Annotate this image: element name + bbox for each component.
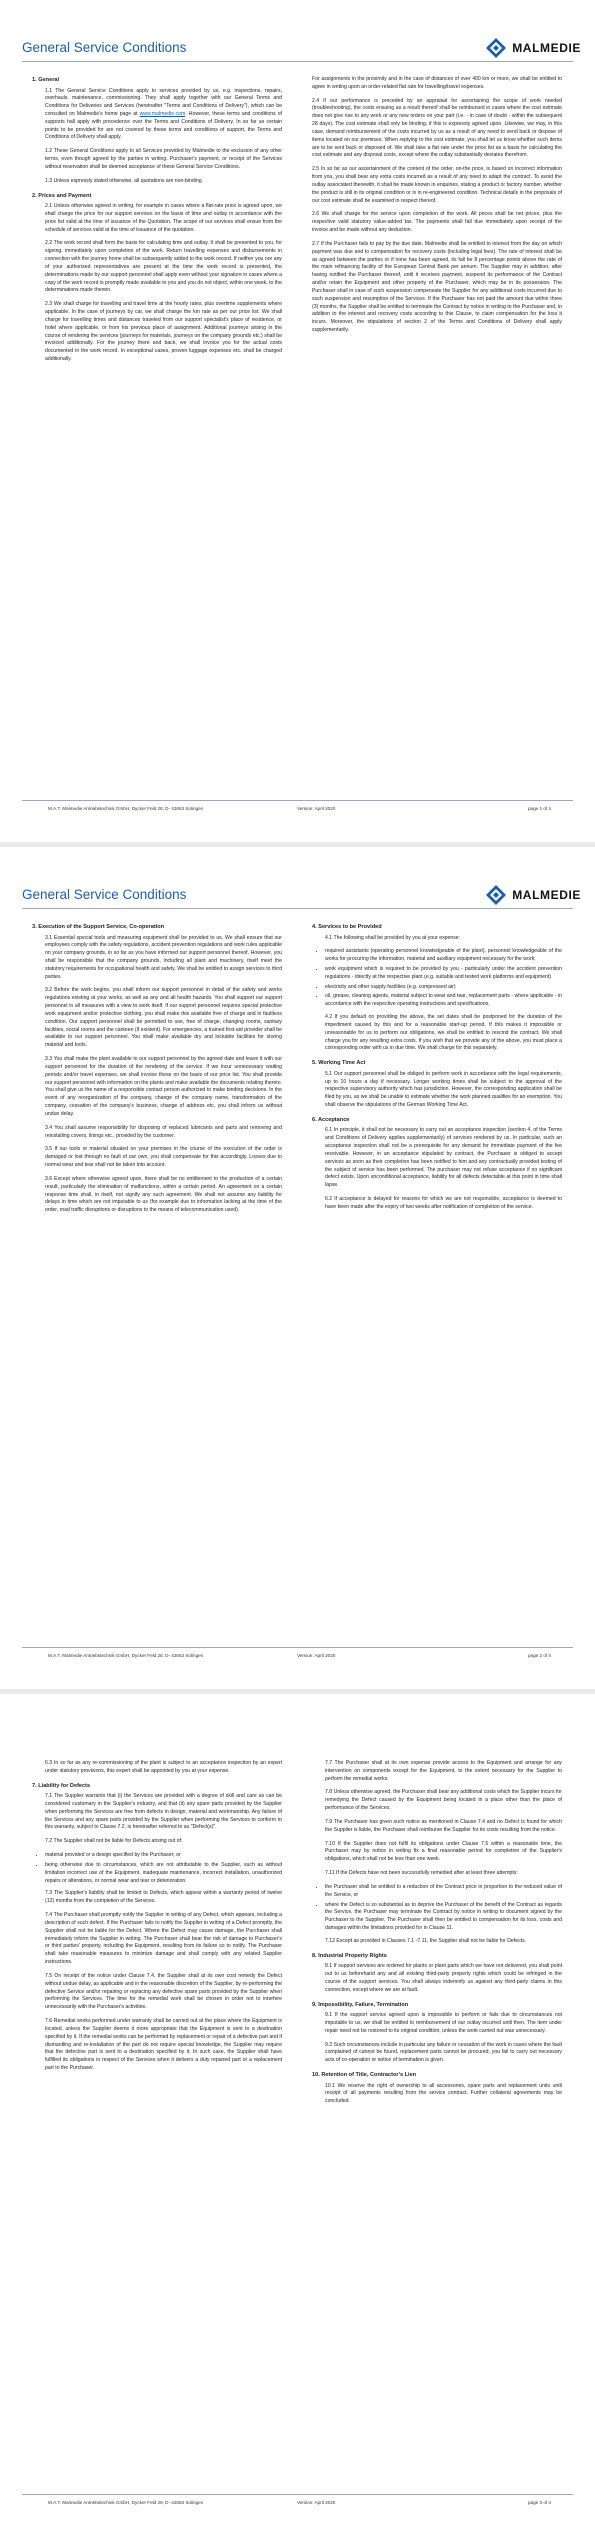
paragraph: 7.6 Remedial works performed under warranty shall be carried out at the place where the Equipment is located, unless the Supplier deems it more appropriate that the Equipment is sent to a destination specified by it. If the remedial works can be performed by replacement or repair of a defective part and if dismantling and re-installation of the part do not require special knowledge, the Supplier may require that the defective part is sent to a destination specified by it. In such case, the Supplier shall have fulfilled its obligations in respect of the Services when it delivers a duly repaired part or a replacement part to the Purchaser.	[45, 2018, 282, 2071]
malmedie-logo	[484, 883, 581, 907]
paragraph: 4.1 The following shall be provided by you at your expense:	[325, 934, 461, 941]
list-item: • where the Defect is so substantial as to deprive the Purchaser of the benefit of the Contract as regards the Service, the Purchaser may terminate the Contract by notice in writing to document signed by the Purchaser to the Supplier. The Purchaser shall then be entitled to compensation for its loss, costs and damages within the limitations provided for in Clause 11.	[325, 1902, 562, 1933]
paragraph: 6.3 In so far as any re-commissioning of the plant is subject to an acceptance inspection by an expert under statutory provisions, this expert shall be appointed by you at your expense.	[45, 1760, 282, 1774]
section-heading: 9. Impossibility, Failure, Termination	[312, 2001, 409, 2008]
section-heading: 2. Prices and Payment	[32, 192, 92, 199]
paragraph: 7.2 The Supplier shall not be liable for Defects arising out of:	[45, 1838, 183, 1845]
paragraph: 7.7 The Purchaser shall at its own expense provide access to the Equipment and arrange for any intervention on components except for the Equipment, to the extent necessary for the Supplier to perform the remedial works.	[325, 1760, 562, 1782]
paragraph: 7.3 The Supplier's liability shall be limited to Defects, which appear within a warranty period of twelve (12) months from the completion of the Services.	[45, 1890, 282, 1905]
paragraph: 3.2 Before the work begins, you shall inform our support personnel in detail of the safety and works regulations existing at your works, as well as any and all health hazards. You shall support our support personnel in all measures with a view to work itself. If our support personnel requires special protective work equipment and/or protective clothing, you shall make this available free of charge and in faultless condition. Our support personnel shall be permitted to use, free of charge, changing rooms, sanitary facilities, social rooms and the canteen (if existent). For emergencies, a trained first-aid provider shall be available to our support personnel. You shall make available dry and lockable facilities for storing material and tools.	[45, 987, 282, 1049]
paragraph: 2.1 Unless otherwise agreed in writing, for example in cases where a flat-rate price is agreed upon, we shall charge the price for our support services on the basis of time and outlay in accordance with the price list valid at the time of issuance of the Quotation. The scope of our services shall ensue from the schedule of services valid at the time of issuance of the quotation.	[45, 203, 282, 233]
list-item: • required assistants (operating personnel knowledgeable of the plant), personnel knowledgeable of the works for procuring the information, material and auxiliary equipment necessary for the work;	[325, 948, 562, 964]
logo-text: MALMEDIE	[512, 888, 581, 902]
paragraph: 6.2 If acceptance is delayed for reasons for which we are not responsible, acceptance is deemed to have been made after the expiry of two weeks after notification of completion of the service.	[325, 1196, 562, 1210]
section-heading: 6. Acceptance	[312, 1116, 350, 1123]
section-heading: 3. Execution of the Support Service, Co-operation	[32, 924, 165, 930]
footer-divider	[22, 1647, 573, 1648]
paragraph: 3.6 Except where otherwise agreed upon, there shall be no entitlement to the production of a certain result, particularly the elimination of malfunctions, within a certain period. An agreement on a certain response time shall, in itself, not signify any such agreement. We shall not assume any liability for delays in time which are not imputable to us (for example due to information lacking at the time of the order, road traffic disruptions or disruptions to the means of telecommunication used).	[45, 1175, 282, 1214]
page-title: General Service Conditions	[22, 40, 187, 55]
footer-version: Version: April 2020	[297, 1653, 336, 1658]
document-page-1	[0, 0, 595, 842]
list-item: • oil, grease, cleaning agents, material subject to wear and tear, replacement parts - where applicable - in accordance with the respective operating instructions and specifications.	[325, 993, 562, 1009]
paragraph: For assignments in the proximity and in the case of distances of over 400 km or more, we shall be entitled to agree in writing upon an order-related flat rate for travelling/travel expenses.	[312, 76, 562, 90]
document-page-3	[0, 1694, 595, 2536]
right-column	[312, 923, 562, 1218]
paragraph: 2.5 In so far as our ascertainment of the content of the order, on-the price, is based on incorrect information from you, you shall bear any extra costs incurred as a result of any need to adapt the contract. To avoid the outlay associated therewith, it shall be made known in enquiries, stating a product or factory number, whether the product is still in its original condition or is in re-engineered condition. Technical details in the proposals of our cost estimate shall be examined in respect thereof.	[312, 166, 562, 204]
footer-version: Version: April 2020	[297, 2500, 336, 2505]
paragraph: 2.2 The work record shall form the basis for calculating time and outlay. It shall be presented to you, for signing, immediately upon completion of the work. Return travelling expenses and disbursements in connection with the journey home shall be subsequently added to the work record. If neither you nor any of your authorized representatives are present at the time the work record is presented, the determinations made by our support personnel shall apply even without your signature in cases where a copy of the work record is promptly made available to you and you do not object, within one week, to the determinations made therein.	[45, 240, 282, 294]
paragraph: 10.1 We reserve the right of ownership to all accessories, spare parts and replacement units until receipt of all payments resulting from the service contract. Further collateral agreements may be concluded.	[325, 2082, 562, 2105]
list-item: • electricity and other supply facilities (e.g. compressed air)	[325, 984, 562, 992]
section-heading: 5. Working Time Act	[312, 1060, 366, 1067]
right-column	[312, 1760, 562, 2112]
bullet-list	[32, 1852, 282, 1885]
paragraph: 7.10 If the Supplier does not fulfil its obligations under Clause 7.5 within a reasonable time, the Purchaser may by notice in writing fix a final reasonable period for completion of the Supplier's obligations, which shall not be less than one week.	[325, 1840, 562, 1863]
section-heading: 1. General	[32, 77, 60, 83]
paragraph: 3.1 Essential special tools and measuring equipment shall be provided to us. We shall ensure that our employees comply with the safety regulations, accident prevention regulations and work rules applicable on your company grounds, in so far as you have informed our support personnel thereof. However, you shall be responsible that the company grounds, including all plant and machinery, itself meet the statutory requirements for occupational health and safety. We shall be entitled to assign services to third parties.	[45, 934, 282, 980]
header-divider	[22, 61, 573, 62]
malmedie-logo-icon	[484, 36, 508, 60]
paragraph: 2.3 We shall charge for travelling and travel time at the hourly rates, plus overtime supplements where applicable. In the case of journeys by car, we shall charge the km rate as per our price list. We shall charge for travelling times and distances traveled from our support specialist's place of residence, or hotel where applicable, or from his previous place of assignment. Additional journeys arising in the course of rendering the services (journeys for materials, journeys on the company grounds etc.) shall be invoiced additionally. For the journey there and back, we shall invoice you for the actual costs documented in the work record. In exceptional cases, proven luggage expenses etc. shall be charged additionally.	[45, 301, 282, 363]
right-column	[312, 76, 562, 341]
left-column	[32, 1760, 282, 2079]
footer-page-number: page 3 of 4	[528, 2500, 551, 2505]
list-item: • the Purchaser shall be entitled to a reduction of the Contract price in proportion to the reduced value of the Service, or	[325, 1884, 562, 1900]
paragraph: 7.11 If the Defects have not been successfully remedied after at least three attempts:	[325, 1870, 518, 1877]
header-divider	[22, 908, 573, 909]
paragraph: 2.7 If the Purchaser fails to pay by the due date, Malmedie shall be entitled to interest from the day on which payment was due and to compensation for recovery costs (including legal fees). The rate of interest shall be as agreed between the parties or if none has been agreed, its fall be 8 percentage points above the rate of the main refinancing facility of the European Central Bank per annum. The Supplier may in addition, after having notified the Purchaser thereof, until it receives payment, suspend its performance of the Contract and/or retain the Equipment and other property of the Purchaser, which may be in its possession. The Purchaser shall in case of such suspension compensate the Supplier for any additional costs incurred due to such suspension and resumption of the Services. If the Purchaser has not paid the amount due within three (3) months, the Supplier shall be entitled to terminate the Contract by notice in writing to the Purchaser and, in addition to the interest and recovery costs according to this Clause, to claim compensation for the loss it incurs. Moreover, the stipulations of section 2 of the Terms and Conditions of Delivery shall apply supplementarily.	[312, 240, 562, 334]
paragraph-text: . However, these terms and conditions of supports hall apply with precedence over the Terms and Conditions of Delivery. In so far as certain points to be provided for are not covered by these terms and conditions of support, the Terms and Conditions of Delivery shall apply.	[45, 110, 282, 141]
section-heading: 7. Liability for Defects	[32, 1782, 91, 1789]
left-column	[32, 923, 282, 1221]
paragraph: 9.1 If the support service agreed upon is impossible to perform or fails due to circumstances not imputable to us, we shall be entitled to reimbursement of our outlay incurred until then. The item under repair need not be restored to its original condition, unless the work carried out was unnecessary.	[325, 2012, 562, 2034]
footer-divider	[22, 800, 573, 801]
paragraph: 1.3 Unless expressly stated otherwise, all quotations are non-binding.	[45, 177, 204, 184]
paragraph: 3.3 You shall make the plant available to our support personnel by the agreed date and leave it with our support personnel for the duration of the rendering of the service. If we incur unnecessary waiting periods and/or travel expenses, we shall invoice these on the basis of our price list. You shall provide our support personnel with information on the plants and make available the documents relating thereto. You shall give us the name of a responsible contact person authorized to make binding decisions. In the event of any reorganization of the company, change of the company name, transformation of the company, cessation of the company's business, change of address etc, you shall inform us without undue delay.	[45, 1056, 282, 1117]
footer-address: M.A.T. Malmedie Antriebstechnik GmbH, Dycker Feld 28, D- 42653 Solingen	[48, 806, 204, 811]
paragraph: 7.5 On receipt of the notice under Clause 7.4, the Supplier shall at its own cost remedy the Defect without undue delay, as applicable and in the reasonable discretion of the Supplier, by re-performing the defective Service and/or repairing or replacing any defective spare parts provided by the Supplier when performing the Services. The time for the remedial work shall be chosen in order not to interfere unnecessarily with the Purchaser's activities.	[45, 1972, 282, 2011]
section-heading: 8. Industrial Property Rights	[312, 1952, 387, 1959]
paragraph: 3.5 If our tools or material situated on your premises in the course of the execution of the order is damaged or lost through no fault of our own, you shall compensate for this accordingly. Losses due to normal wear and tear shall not be taken into account.	[45, 1146, 282, 1169]
footer-address: M.A.T. Malmedie Antriebstechnik GmbH, Dycker Feld 28, D- 42653 Solingen	[48, 1653, 204, 1658]
list-item: • material provided or a design specified by the Purchaser; or	[45, 1852, 282, 1860]
paragraph: 5.1 Our support personnel shall be obliged to perform work in accordance with the legal requirements, up to 10 hours a day if necessary. Longer working times shall be subject to the approval of the respective supervisory authority which has jurisdiction. However, the corresponding application shall be filed by you, as we shall be unable to estimate whether the work planned qualifies for an exemption. You shall observe the stipulations of the German Working Time Act.	[325, 1070, 562, 1109]
paragraph: 2.4 If our performance is preceded by an appraisal for ascertaining the scope of work needed (troubleshooting), the costs ensuing as a result thereof shall be reimbursed in cases where the cost estimate does not give rise to any work or any new orders on your part (i.e. - in case of doubt - within the subsequent 28 days). The cost estimate shall only be binding, if this is expressly agreed upon. Likewise, we may, in this case, demand reimbursement of the costs incurred by us as a result of any need to send back or dispose of items located on our premises. When replying to the cost estimate, you shall let us know whether such items are to be sent back or disposed of. We shall take a flat rate under the price list as a basis for calculating the cost estimate and any disposal costs, except where the outlay substantially deviates therefrom.	[312, 97, 562, 159]
footer-page-number: page 1 of 4	[528, 806, 551, 811]
logo-text: MALMEDIE	[512, 41, 581, 55]
document-page-2	[0, 847, 595, 1689]
malmedie-logo	[484, 36, 581, 60]
paragraph: 4.2 If you default on providing the above, the set dates shall be postponed for the duration of the impediment caused by this and for a reasonable start-up period. If this makes it impossible or unreasonable for us to perform our obligations, we shall be entitled to rescind the contract. We shall charge you for any resulting extra costs. If you wish that we provide any of the above, you must place a corresponding order with us in due time. We shall charge for this separately.	[325, 1014, 562, 1052]
paragraph: 7.8 Unless otherwise agreed, the Purchaser shall bear any additional costs which the Supplier incurs for remedying the Defect caused by the Equipment being located in a place other than the place of performance of the Services.	[325, 1789, 562, 1812]
malmedie-logo-icon	[484, 883, 508, 907]
list-item: • being otherwise due to circumstances, which are not attributable to the Supplier, such as without limitation incorrect use of the Equipment, inadequate maintenance, incorrect installation, unauthorized repairs or alterations, or normal wear and tear or deterioration.	[45, 1862, 282, 1885]
list-item: • work equipment which is required to be provided by you - particularly under the accident prevention regulations - directly at the respective plant (e.g. suitable and tested work platforms and equipment)	[325, 966, 562, 982]
bullet-list	[312, 948, 562, 1009]
paragraph: 2.6 We shall charge for the service upon completion of the work. All prices shall be net prices, plus the respective valid statutory value-added tax. The payments shall fall due immediately upon receipt of the invoice and be made without any deduction.	[312, 211, 562, 234]
paragraph: 6.1 In principle, it shall not be necessary to carry out an acceptance inspection (section 4. of the Terms and Conditions of Delivery applies supplementarily) of services rendered by us. In particular, such an acceptance inspection shall not be a prerequisite for any demand for immediate payment of the fee receivable. However, in an acceptance stipulated by contract, the Purchaser is obliged to accept services as soon as their completion has been notified to him and any contractually provided testing of the subject of service has been performed. The purchaser may not refuse acceptance if no significant defect exists. Upon unconditional acceptance, liability for all defects detectable at this point in time shall lapse.	[325, 1127, 562, 1189]
section-heading: 4. Services to be Provided	[312, 924, 382, 930]
paragraph	[32, 88, 282, 143]
paragraph: 7.1 The Supplier warrants that (i) the Services are provided with a degree of skill and care as can be considered customary in the Supplier's industry, and that (ii) any spare parts provided by the Supplier when performing the Services are free from defects in design, material and workmanship. Any failure of the Services and any spare parts provided by the Supplier when performing the Services to conform to this warranty, subject to Clause 7.2, is hereinafter referred to as "Defect(s)".	[45, 1793, 282, 1831]
paragraph: 8.1 If support services are ordered for plants or plant parts which we have not delivered, you shall point out to us beforehand any and all existing third-party property rights which could be infringed in the course of the support services. You shall always indemnify us against any third-party claims in this connection, except where we are at fault.	[325, 1963, 562, 1993]
left-column	[32, 76, 282, 370]
paragraph: 1.2 These General Conditions apply to all Services provided by Malmedie to the exclusion of any other terms, even though agreed by the parties in writing. Purchaser's payment, or receipt of the Services without reservation shall be deemed acceptance of these General Service Conditions.	[45, 148, 282, 170]
paragraph: 3.4 You shall assume responsibility for disposing of replaced lubricants and parts and removing and reinstalling covers, linings etc., provided by the customer.	[45, 1124, 282, 1139]
page-title: General Service Conditions	[22, 887, 187, 902]
footer-version: Version: April 2020	[297, 806, 336, 811]
section-heading: 10. Retention of Title, Contractor's Lien	[312, 2072, 417, 2079]
paragraph: 7.9 The Purchaser has given such notice as mentioned in Clause 7.4 and no Defect is found for which the Supplier is liable, the Purchaser shall reimburse the Supplier for its costs resulting from the notice.	[325, 1818, 562, 1833]
paragraph-text: 1.1 The General Service Conditions apply to services provided by us, e.g. inspections, repairs, overhauls, maintenance, commissioning. They shall apply together with our General Terms and Conditions for Deliveries and Services (hereinafter "Terms and Conditions of Delivery"), which can be consulted on Malmedie's home page at	[45, 87, 282, 117]
website-link[interactable]: www.malmedie.com	[139, 110, 186, 117]
footer-page-number: page 2 of 4	[528, 1653, 551, 1658]
paragraph: 7.4 The Purchaser shall promptly notify the Supplier in writing of any Defect, which appears, including a description of such defect. If the Purchaser fails to notify the Supplier in writing of a Defect promptly, the Supplier shall not be liable for the Defect. Where the Defect may cause damage, the Purchaser shall immediately inform the Supplier in writing. The Purchaser shall bear the risk of damage to Purchaser's or third parties' property, including the Equipment, resulting from its failure so to notify. The Purchaser shall take reasonable measures to minimize damage and shall comply with any related Supplier instructions.	[45, 1912, 282, 1966]
footer-address: M.A.T. Malmedie Antriebstechnik GmbH, Dycker Feld 28, D- 42653 Solingen	[48, 2500, 204, 2505]
paragraph: 9.2 Such circumstances include in particular any failure or cessation of the work in cases where the fault complained of cannot be found, replacement parts cannot be procured, you fail to carry out necessary acts of co-operation or notice of termination is given.	[325, 2041, 562, 2064]
paragraph: 7.12 Except as provided in Clauses 7.1 -7.11, the Supplier shall not be liable for Defects.	[325, 1937, 527, 1944]
bullet-list	[312, 1884, 562, 1933]
footer-divider	[22, 2494, 573, 2495]
